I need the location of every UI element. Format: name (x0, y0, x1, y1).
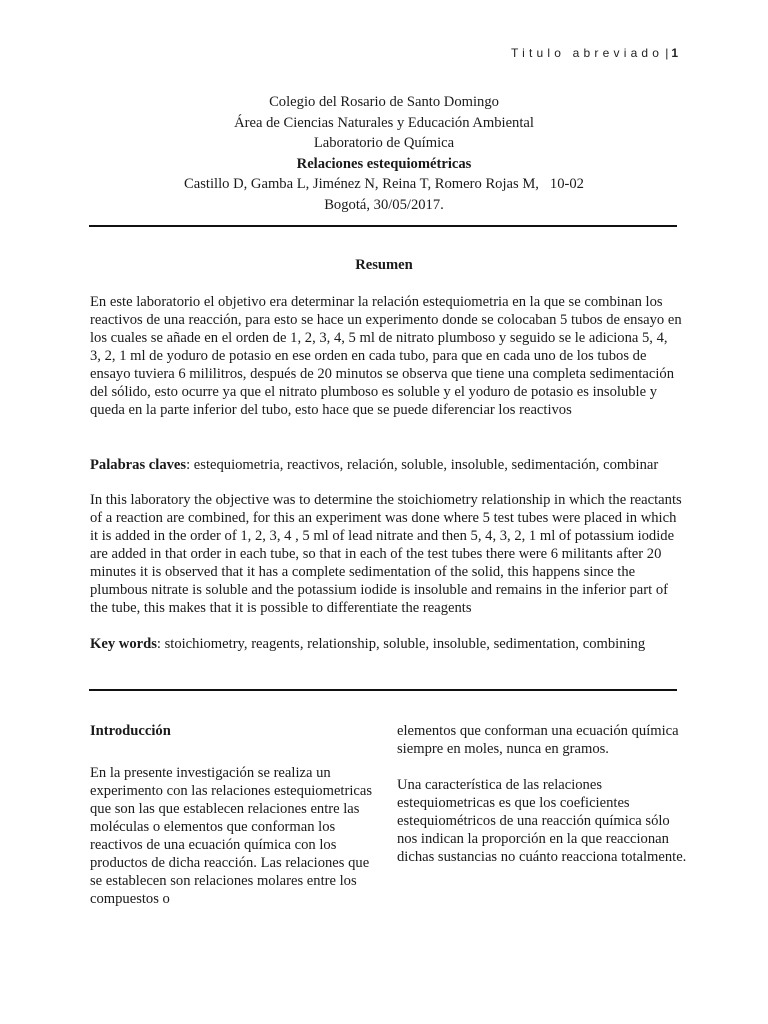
running-title: Titulo abreviado (511, 46, 664, 60)
running-head (511, 46, 678, 60)
column-left (90, 722, 378, 908)
resumen-heading: Resumen (355, 257, 413, 273)
lab-name: Laboratorio de Química (313, 135, 455, 151)
palabras-claves (90, 456, 682, 474)
header-separator: | (665, 46, 669, 60)
introduccion-right-text-2: Una característica de las relaciones estequiometricas es que los coeficientes estequiométricos de una reacción química sólo nos indican la proporción en la que reaccionan dichas sustancias no cuánto reacciona totalmente. (397, 777, 687, 865)
introduccion-right-text-1: elementos que conforman una ecuación química siempre en moles, nunca en gramos. (397, 723, 679, 757)
abstract-body: In this laboratory the objective was to determine the stoichiometry relationship in which the reactants of a reaction are combined, for this an experiment was done where 5 test tubes were placed in which it is added in the order of 1, 2, 3, 4 , 5 ml of lead nitrate and then 5, 4, 3, 2, 1 ml of potassium iodide are added in that order in each tube, so that in each of the test tubes there were 6 militants after 20 minutes it is observed that it has a complete sedimentation of the solid, this happens since the plumbous nitrate is soluble and the potassium iodide is insoluble and remains in the inferior part of the tube, this makes that it is possible to differentiate the reagents (90, 492, 682, 616)
key-words-label: Key words (90, 636, 157, 652)
palabras-claves-text: : estequiometria, reactivos, relación, soluble, insoluble, sedimentación, combinar (186, 457, 659, 473)
page-number: 1 (671, 46, 678, 60)
introduccion-left-text: En la presente investigación se realiza un experimento con las relaciones estequiometricas que son las que establecen relaciones entre las moléculas o elementos que conforman los reactivos de una ecuación química con los productos de dicha reacción. Las relaciones que se establecen son relaciones molares entre los compuestos o (90, 765, 373, 907)
key-words (90, 635, 682, 653)
introduccion-heading: Introducción (90, 723, 171, 739)
key-words-text: : stoichiometry, reagents, relationship, soluble, insoluble, sedimentation, combining (156, 636, 646, 652)
divider-bottom (89, 689, 677, 691)
palabras-claves-label: Palabras claves (90, 457, 187, 473)
resumen-body: En este laboratorio el objetivo era determinar la relación estequiometria en la que se combinan los reactivos de una reacción, para esto se hace un experimento donde se colocaban 5 tubos de ensayo en los cuales se añade en el orden de 1, 2, 3, 4, 5 ml de nitrato plumboso y seguido se le adiciona 5, 4, 3, 2, 1 ml de yoduro de potasio en ese orden en cada tubo, para que en cada uno de los tubos de ensayo tuviera 6 mililitros, después de 20 minutos se observa que tiene una completa sedimentación del sólido, esto ocurre ya que el nitrato plumboso es soluble y el yoduro de potasio es insoluble y queda en la parte inferior del tubo, esto hace que se puede diferenciar los reactivos (90, 294, 682, 418)
area: Área de Ciencias Naturales y Educación Ambiental (234, 114, 534, 131)
document-title: Relaciones estequiométricas (296, 155, 472, 172)
authors: Castillo D, Gamba L, Jiménez N, Reina T, Romero Rojas M, 10-02 (184, 176, 584, 192)
column-right (397, 722, 687, 866)
institution: Colegio del Rosario de Santo Domingo (269, 94, 499, 110)
place-date: Bogotá, 30/05/2017. (324, 196, 444, 213)
title-block (0, 92, 768, 215)
divider-top (89, 225, 677, 227)
